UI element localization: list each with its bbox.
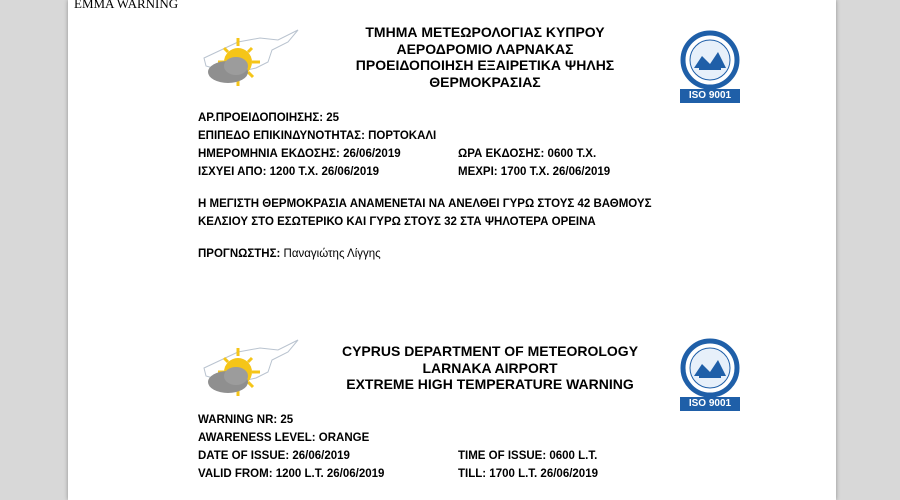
english-date-of-issue: DATE OF ISSUE: 26/06/2019 <box>198 450 350 462</box>
english-valid-from: VALID FROM: 1200 L.T. 26/06/2019 <box>198 468 385 480</box>
iso-badge-text: ISO 9001 <box>688 398 732 409</box>
english-title-line: EXTREME HIGH TEMPERATURE WARNING <box>346 376 634 392</box>
greek-forecaster-label: ΠΡΟΓΝΩΣΤΗΣ: <box>198 248 281 260</box>
greek-forecaster-name: Παναγιώτης Λίγγης <box>283 248 381 260</box>
greek-title-line: ΘΕΡΜΟΚΡΑΣΙΑΣ <box>429 73 541 90</box>
weather-logo-icon <box>198 28 302 99</box>
greek-title <box>310 24 660 90</box>
greek-valid-from: ΙΣΧΥΕΙ ΑΠΟ: 1200 Τ.Χ. 26/06/2019 <box>198 166 380 178</box>
weather-logo-icon <box>198 338 302 409</box>
greek-time-of-issue: ΩΡΑ ΕΚΔΟΣΗΣ: 0600 Τ.Χ. <box>458 148 597 160</box>
english-title <box>305 343 675 393</box>
greek-details <box>198 109 798 263</box>
greek-message-line: Η ΜΕΓΙΣΤΗ ΘΕΡΜΟΚΡΑΣΙΑ ΑΝΑΜΕΝΕΤΑΙ ΝΑ ΑΝΕΛΘΕΙ ΓΥΡΩ ΣΤΟΥΣ 42 ΒΑΘΜΟΥΣ <box>198 198 652 210</box>
english-title-line: LARNAKA AIRPORT <box>422 359 558 376</box>
iso-logo <box>668 28 752 106</box>
greek-title-line: ΠΡΟΕΙΔΟΠΟΙΗΣΗ ΕΞΑΙΡΕΤΙΚΑ ΨΗΛΗΣ <box>355 57 615 73</box>
english-warning-number: WARNING NR: 25 <box>198 414 294 426</box>
greek-warning-number: ΑΡ.ΠΡΟΕΙΔΟΠΟΙΗΣΗΣ: 25 <box>198 112 340 124</box>
iso-logo <box>668 336 752 414</box>
english-time-of-issue: TIME OF ISSUE: 0600 L.T. <box>458 450 598 462</box>
greek-date-of-issue: ΗΜΕΡΟΜΗΝΙΑ ΕΚΔΟΣΗΣ: 26/06/2019 <box>198 148 401 160</box>
english-valid-till: TILL: 1700 L.T. 26/06/2019 <box>458 468 598 480</box>
greek-awareness-level: ΕΠΙΠΕΔΟ ΕΠΙΚΙΝΔΥΝΟΤΗΤΑΣ: ΠΟΡΤΟΚΑΛΙ <box>198 130 437 142</box>
english-title-line: CYPRUS DEPARTMENT OF METEOROLOGY <box>341 343 639 359</box>
greek-message-line: ΚΕΛΣΙΟΥ ΣΤΟ ΕΣΩΤΕΡΙΚΟ ΚΑΙ ΓΥΡΩ ΣΤΟΥΣ 32 ΣΤΑ ΨΗΛΟΤΕΡΑ ΟΡΕΙΝΑ <box>198 216 596 228</box>
english-awareness-level: AWARENESS LEVEL: ORANGE <box>198 432 370 444</box>
greek-title-line: ΑΕΡΟΔΡΟΜΙΟ ΛΑΡΝΑΚΑΣ <box>396 40 574 57</box>
greek-title-line: ΤΜΗΜΑ ΜΕΤΕΩΡΟΛΟΓΙΑΣ ΚΥΠΡΟΥ <box>365 24 605 40</box>
document-label: EMMA WARNING <box>74 0 179 11</box>
english-details <box>198 411 798 483</box>
greek-valid-till: ΜΕΧΡΙ: 1700 Τ.Χ. 26/06/2019 <box>458 166 611 178</box>
greek-forecaster <box>198 245 798 263</box>
iso-badge-text: ISO 9001 <box>688 90 732 101</box>
